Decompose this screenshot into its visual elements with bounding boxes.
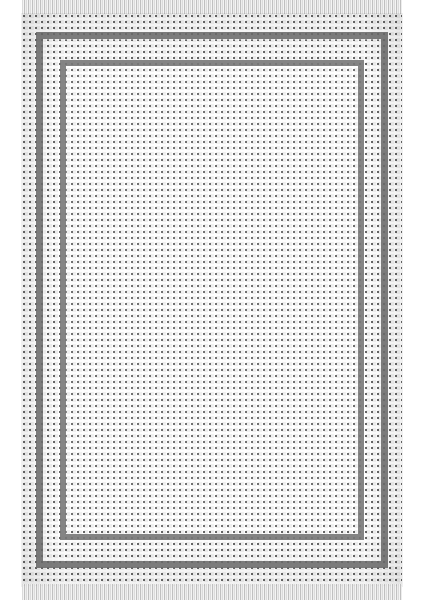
rug-center-field	[69, 69, 355, 531]
rug	[22, 14, 402, 586]
rug-fringe-bottom	[22, 584, 402, 600]
rug-edge-shading	[22, 14, 402, 586]
rug-outer-border	[36, 32, 388, 568]
rug-inner-border	[60, 60, 364, 540]
